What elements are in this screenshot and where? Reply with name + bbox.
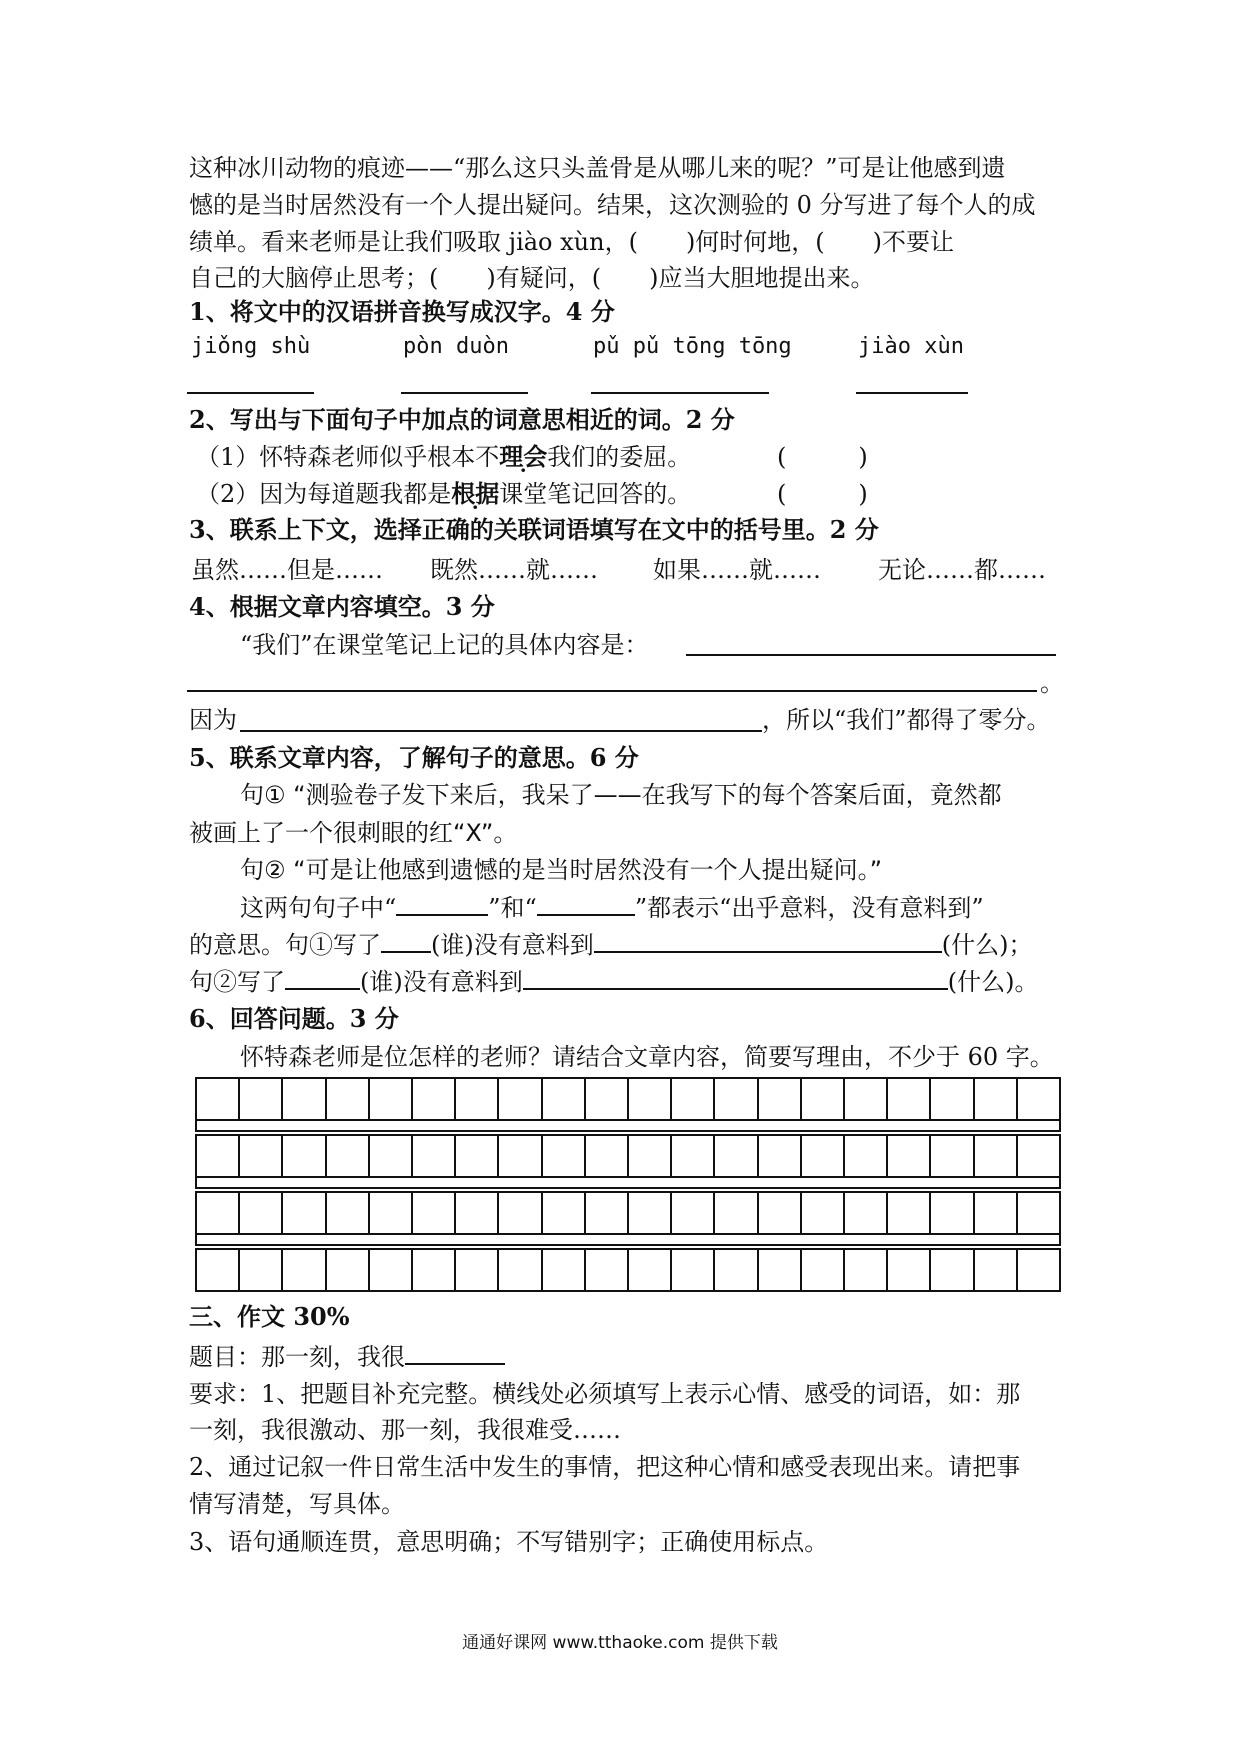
q2-title: 2、写出与下面句子中加点的词意思相近的词。2 分 bbox=[189, 405, 735, 434]
grid-row[interactable] bbox=[195, 1248, 1061, 1292]
q3-option-4: 无论……都…… bbox=[878, 556, 1046, 584]
q1-answer-line-1[interactable] bbox=[187, 392, 314, 394]
q4-answer-line-3[interactable] bbox=[240, 730, 762, 732]
q5-sentence-2: 句② “可是让他感到遗憾的是当时居然没有一个人提出疑问。” bbox=[240, 856, 883, 884]
q1-answer-line-3[interactable] bbox=[591, 392, 769, 394]
intro-line-2: 憾的是当时居然没有一个人提出疑问。结果，这次测验的 0 分写进了每个人的成 bbox=[189, 191, 1036, 219]
grid-gap bbox=[195, 1235, 1061, 1246]
grid-gap bbox=[195, 1121, 1061, 1132]
q4-period: 。 bbox=[1040, 669, 1064, 697]
q4-because: 因为 bbox=[189, 706, 237, 734]
q3-option-1: 虽然……但是…… bbox=[191, 556, 383, 584]
q5-line-5: 句②写了 (谁)没有意料到 (什么)。 bbox=[189, 968, 1039, 996]
q5-blank-5[interactable] bbox=[285, 966, 360, 990]
grid-row[interactable] bbox=[195, 1077, 1061, 1121]
q5-blank-1[interactable] bbox=[396, 892, 488, 916]
q5-blank-2[interactable] bbox=[537, 892, 635, 916]
q5-line-4: 的意思。句①写了 (谁)没有意料到 (什么)； bbox=[189, 931, 1033, 959]
q5-blank-6[interactable] bbox=[523, 966, 948, 990]
q5-sentence-1a: 句① “测验卷子发下来后，我呆了——在我写下的每个答案后面，竟然都 bbox=[240, 781, 1002, 809]
essay-req-2b: 情写清楚，写具体。 bbox=[189, 1490, 405, 1518]
q6-title: 6、回答问题。3 分 bbox=[189, 1004, 399, 1033]
q4-line-1: “我们”在课堂笔记上记的具体内容是： bbox=[240, 631, 649, 659]
q3-option-3: 如果……就…… bbox=[653, 556, 821, 584]
q2-sentence-1: （1）怀特森老师似乎根本不理会我们的委屈。 bbox=[196, 442, 692, 471]
q4-answer-line-1[interactable] bbox=[686, 654, 1056, 656]
q5-blank-3[interactable] bbox=[381, 929, 431, 953]
q4-answer-line-2[interactable] bbox=[187, 690, 1037, 692]
q2-paren-1[interactable]: ( ) bbox=[777, 443, 868, 471]
q3-option-2: 既然……就…… bbox=[430, 556, 598, 584]
grid-gap bbox=[195, 1178, 1061, 1189]
q6-prompt: 怀特森老师是位怎样的老师？请结合文章内容，简要写理由，不少于 60 字。 bbox=[240, 1043, 1054, 1071]
q4-title: 4、根据文章内容填空。3 分 bbox=[189, 592, 495, 621]
essay-req-1a: 要求：1、把题目补充完整。横线处必须填写上表示心情、感受的词语，如：那 bbox=[189, 1380, 1021, 1408]
q1-pinyin-3: pǔ pǔ tōng tōng bbox=[593, 334, 792, 359]
q1-pinyin-4: jiào xùn bbox=[858, 334, 964, 359]
essay-title: 三、作文 30% bbox=[189, 1302, 350, 1331]
intro-line-4: 自己的大脑停止思考；( )有疑问，( )应当大胆地提出来。 bbox=[189, 264, 875, 292]
q5-line-3: 这两句句子中“ ”和“ ”都表示“出乎意料，没有意料到” bbox=[240, 894, 984, 922]
q3-title: 3、联系上下文，选择正确的关联词语填写在文中的括号里。2 分 bbox=[189, 515, 879, 544]
essay-topic: 题目：那一刻，我很 bbox=[189, 1341, 505, 1372]
essay-topic-blank[interactable] bbox=[405, 1341, 505, 1365]
essay-req-3: 3、语句通顺连贯，意思明确；不写错别字；正确使用标点。 bbox=[189, 1528, 829, 1556]
page-footer: 通通好课网 www.tthaoke.com 提供下载 bbox=[462, 1633, 778, 1653]
grid-row[interactable] bbox=[195, 1134, 1061, 1178]
grid-row[interactable] bbox=[195, 1191, 1061, 1235]
q2-sentence-2: （2）因为每道题我都是根据课堂笔记回答的。 bbox=[196, 479, 692, 508]
intro-line-3: 绩单。看来老师是让我们吸取 jiào xùn，( )何时何地，( )不要让 bbox=[189, 228, 955, 256]
essay-req-1b: 一刻，我很激动、那一刻，我很难受…… bbox=[189, 1416, 621, 1444]
essay-req-2a: 2、通过记叙一件日常生活中发生的事情，把这种心情和感受表现出来。请把事 bbox=[189, 1453, 1021, 1481]
q1-pinyin-1: jiǒng shù bbox=[191, 334, 311, 359]
q5-blank-4[interactable] bbox=[594, 929, 942, 953]
q1-pinyin-2: pòn duòn bbox=[403, 334, 509, 359]
q1-answer-line-2[interactable] bbox=[401, 392, 528, 394]
q4-so: ，所以“我们”都得了零分。 bbox=[762, 706, 1051, 734]
q1-answer-line-4[interactable] bbox=[856, 392, 968, 394]
q1-title: 1、将文中的汉语拼音换写成汉字。4 分 bbox=[189, 297, 615, 326]
q2-paren-2[interactable]: ( ) bbox=[777, 480, 868, 508]
q5-title: 5、联系文章内容，了解句子的意思。6 分 bbox=[189, 743, 639, 772]
intro-line-1: 这种冰川动物的痕迹——“那么这只头盖骨是从哪儿来的呢？”可是让他感到遗 bbox=[189, 154, 1006, 182]
q5-sentence-1b: 被画上了一个很刺眼的红“X”。 bbox=[189, 819, 518, 847]
